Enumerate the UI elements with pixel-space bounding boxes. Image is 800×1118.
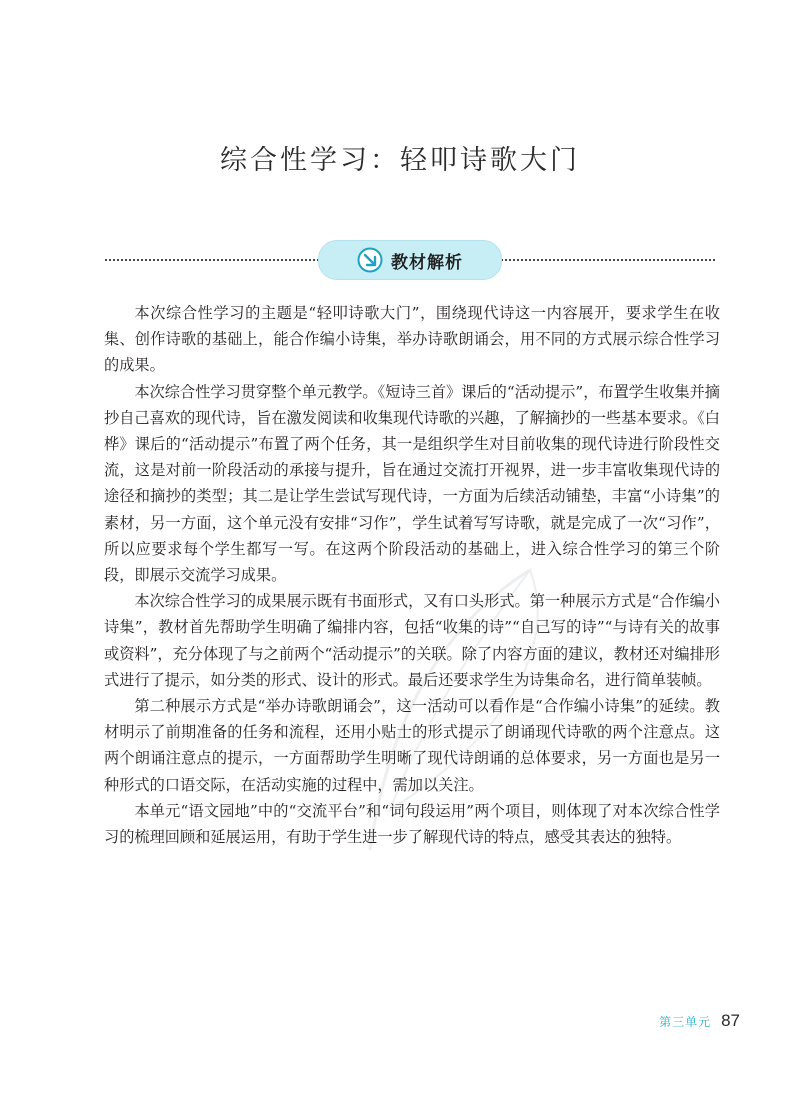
section-label: 教材解析 [391,252,463,273]
paragraph: 第二种展示方式是“举办诗歌朗诵会”，这一活动可以看作是“合作编小诗集”的延续。教材明示了前期准备的任务和流程，还用小贴士的形式提示了朗诵现代诗歌的两个注意点。这两个朗诵注意点的提示，一方面帮助学生明晰了现代诗朗诵的总体要求，另一方面也是另一种形式的口语交际，在活动实施的过程中，需加以关注。 [104,697,720,794]
paragraph: 本次综合性学习的成果展示既有书面形式，又有口头形式。第一种展示方式是“合作编小诗集”，教材首先帮助学生明确了编排内容，包括“收集的诗”“自己写的诗”“与诗有关的故事或资料”，充分体现了与之前两个“活动提示”的关联。除了内容方面的建议，教材还对编排形式进行了提示，如分类的形式、设计的形式。最后还要求学生为诗集命名，进行简单装帧。 [104,592,720,689]
page-footer [600,1011,740,1033]
section-header-badge [318,240,502,280]
page-title: 综合性学习：轻叩诗歌大门 [220,145,580,176]
unit-label: 第三单元 [659,1015,712,1029]
paragraph: 本次综合性学习贯穿整个单元教学。《短诗三首》课后的“活动提示”，布置学生收集并摘抄自己喜欢的现代诗，旨在激发阅读和收集现代诗歌的兴趣，了解摘抄的一些基本要求。《白桦》课后的“活动提示”布置了两个任务，其一是组织学生对目前收集的现代诗进行阶段性交流，这是对前一阶段活动的承接与提升，旨在通过交流打开视界，进一步丰富收集现代诗的途径和摘抄的类型；其二是让学生尝试写现代诗，一方面为后续活动铺垫，丰富“小诗集”的素材，另一方面，这个单元没有安排“习作”，学生试着写写诗歌，就是完成了一次“习作”，所以应要求每个学生都写一写。在这两个阶段活动的基础上，进入综合性学习的第三个阶段，即展示交流学习成果。 [104,382,720,585]
paragraph: 本单元“语文园地”中的“交流平台”和“词句段运用”两个项目，则体现了对本次综合性学习的梳理回顾和延展运用，有助于学生进一步了解现代诗的特点，感受其表达的独特。 [104,801,720,847]
arrow-down-right-circle-icon [357,247,383,273]
paragraph: 本次综合性学习的主题是“轻叩诗歌大门”，围绕现代诗这一内容展开，要求学生在收集、创作诗歌的基础上，能合作编小诗集，举办诗歌朗诵会，用不同的方式展示综合性学习的成果。 [104,304,720,375]
page-number: 87 [721,1011,740,1030]
body-text [104,300,720,850]
